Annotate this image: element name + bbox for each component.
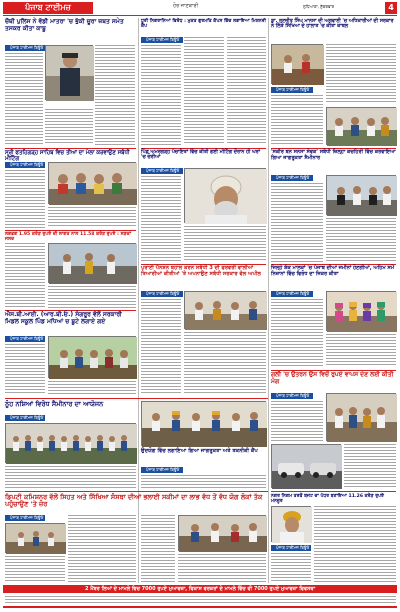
page-number: 4	[385, 2, 397, 14]
section-rule	[5, 398, 268, 399]
headline-a15: ਨਗਰ ਨਿਗਮ ਤਰਫੋਂ ਬਜਟ ਦਾ ਪੱਧਰ ਬਣਾਇਆ 11.26 ਕਰੋੜ ਰੁਪਏ ਮਨਜ਼ੂਰ	[271, 494, 385, 505]
article-body	[271, 553, 311, 582]
article-body	[271, 95, 323, 145]
section-title: ਪੰਜਾਬ ਟਾਈਮਜ਼	[3, 2, 93, 14]
headline-a12: ਨੂੰਹ ਨਸ਼ਿਆਂ ਵਿਰੋਧ ਸੈਮੀਨਾਰ ਦਾ ਆਯੋਜਨ	[5, 400, 104, 408]
photo-court-seminar	[326, 175, 396, 215]
byline-a8: ਪੰਜਾਬ ਟਾਈਮਜ਼ ਬਿਊਰੋ	[141, 291, 183, 297]
article-body	[95, 45, 135, 145]
article-body	[141, 475, 266, 489]
photo-students	[326, 107, 396, 145]
byline-a13: ਪੰਜਾਬ ਟਾਈਮਜ਼ ਬਿਊਰੋ	[141, 467, 183, 473]
article-body	[141, 45, 181, 145]
article-body	[184, 37, 224, 145]
article-body	[271, 401, 323, 441]
byline-a14: ਪੰਜਾਬ ਟਾਈਮਜ਼ ਬਿਊਰੋ	[5, 515, 45, 521]
photo-officials	[178, 515, 266, 551]
masthead	[3, 2, 397, 14]
byline-a15: ਪੰਜਾਬ ਟਾਈਮਜ਼ ਬਿਊਰੋ	[271, 545, 311, 551]
article-body	[45, 109, 93, 145]
headline-a2: ਧੂਰੀ ਨਿਗਰਾਨਿਆਂ ਵਿਰੋਧ : ਮੁਕਤ ਗੁਰਮਤਿ ਕੈਂਪਸ ਵਿੱਚ ਲਗਾਇਆ ਮਿਸ਼ਨਰੀ ਕੈਂਪ	[141, 19, 266, 30]
article-body	[227, 37, 266, 145]
photo-cars	[271, 444, 341, 488]
headline-a10: ਐਸ.ਬੀ.ਆਈ. (ਆਰ.ਬੀ.ਓ.) ਸੰਗਰੂਰ ਵੱਲੋਂ ਸਰਕਾਰੀ ਮਿਡਲ ਸਕੂਲ ਪਿੰਡ ਮਧਿਆਂ ਚ ਬੂਟੇ ਲਗਾਏ ਗਏ	[5, 311, 122, 325]
article-body	[141, 176, 181, 262]
headline-a6: 'ਸਕੀਰ ਬਨ ਸਨਸਾ ਸੇਵਕ' ਸਬੰਧੀ ਜ਼ਿਲ੍ਹਾ ਕਚਹਿਰੀ ਵਿੱਚ ਕਰਵਾਇਆ ਗਿਆ ਜਾਗਰੂਕਤਾ ਸੈਮੀਨਾਰ	[271, 149, 396, 161]
article-body	[271, 299, 323, 367]
article-body	[344, 444, 396, 488]
article-body	[141, 299, 181, 395]
photo-seminar	[5, 423, 136, 463]
photo-dignitaries	[141, 401, 266, 446]
article-body	[68, 515, 136, 582]
article-body	[184, 226, 266, 262]
section-rule	[5, 491, 268, 492]
byline-a11: ਪੰਜਾਬ ਟਾਈਮਜ਼ ਬਿਊਰੋ	[271, 393, 313, 399]
date-line: ਲੁਧਿਆਣਾ, ਸ਼ੁੱਕਰਵਾਰ	[303, 4, 335, 9]
section-rule	[5, 148, 136, 149]
photo-education-event	[271, 44, 323, 84]
headline-a1: ਚੌਥੀ ਪੁਲਿਸ ਨੇ ਵੱਡੀ ਮਾਤਰਾ 'ਚ ਭੁੱਕੀ ਚੂਰਾ ਜ਼ਬਤ ਸਮੇਤ ਤਸਕਰ ਕੀਤਾ ਕਾਬੂ	[5, 18, 124, 32]
photo-meeting	[48, 162, 136, 204]
section-rule	[5, 230, 136, 231]
byline-a10: ਪੰਜਾਬ ਟਾਈਮਜ਼ ਬਿਊਰੋ	[5, 336, 45, 342]
byline-a2: ਪੰਜਾਬ ਟਾਈਮਜ਼ ਬਿਊਰੋ	[141, 37, 183, 43]
article-body	[271, 183, 323, 263]
article-body	[184, 332, 266, 395]
photo-road-work	[48, 243, 136, 283]
headline-a13: ਉਦਯੋਗ ਵਿੱਚ ਲਗਾਇਆ ਗਿਆ ਜਾਗਰੂਕਤਾ ਅਤੇ ਤਕਨੀਕੀ ਕੈਂਪ	[141, 448, 258, 454]
photo-official-portrait	[271, 506, 311, 542]
article-body	[141, 515, 175, 582]
bottom-banner: 2 ਮੈਂਬਰ ਲਿਆਂ ਦੇ ਮਾਮਲੇ ਵਿਚ 7000 ਰੁਪਏ ਮੁਆਵਜ਼ਾ, ਵਿਕਾਸ ਵਰਕਰਾਂ ਦੇ ਮਾਮਲੇ ਵਿੱਚ ਵੀ 7000 ਰੁਪਏ ਮੁਆਵਜ਼ਾ ਵਿਵਸਥਾ	[3, 585, 397, 593]
article-body	[178, 554, 266, 582]
article-body	[48, 286, 136, 308]
photo-rally	[326, 393, 396, 441]
article-body	[5, 170, 45, 228]
article-body	[326, 218, 396, 263]
headline-a9: ਜਿਲ੍ਹੇ ਸ਼ੱਕ ਮਾਲਕਾਂ 'ਚ ਪੰਜਾਬ ਦੀਆਂ ਜਮੀਨਾਂ ਹੋਣਗੀਆਂ, ਅਹਿਮ ਸਮੇਂ ਨਿਜ਼ਾਨਾਂ ਵਿੱਚ ਵਿਰੋਧ ਦਾ ਜਿਕਰ ਕੀਤਾ	[271, 265, 395, 277]
masthead-rule	[3, 15, 397, 16]
byline-a9: ਪੰਜਾਬ ਟਾਈਮਜ਼ ਬਿਊਰੋ	[271, 291, 313, 297]
headline-a4: ਸ੍ਰੀ ਫਤਹਿਗੜ੍ਹ ਸਾਹਿਬ ਵਿਚ ਤੀਆਂ ਦਾ ਮੇਲਾ ਕਰਵਾਉਣ ਸਬੰਧੀ ਮੀਟਿੰਗ	[5, 150, 130, 163]
photo-women-protest	[326, 291, 396, 331]
byline-a3: ਪੰਜਾਬ ਟਾਈਮਜ਼ ਬਿਊਰੋ	[271, 87, 313, 93]
article-body	[314, 506, 396, 582]
byline-a5: ਪੰਜਾਬ ਟਾਈਮਜ਼ ਬਿਊਰੋ	[141, 168, 183, 174]
column-divider	[268, 18, 269, 583]
article-body	[48, 381, 136, 395]
article-body	[326, 44, 396, 104]
photo-police-officer	[45, 45, 93, 100]
photo-tree-planting	[48, 336, 136, 378]
byline-a1: ਪੰਜਾਬ ਟਾਈਮਜ਼ ਬਿਊਰੋ	[5, 45, 50, 51]
article-body	[5, 466, 136, 488]
byline-a4: ਪੰਜਾਬ ਟਾਈਮਜ਼ ਬਿਊਰੋ	[5, 162, 45, 168]
section-rule	[271, 491, 396, 492]
headline-a3: ਡਾ. ਰਣਜੀਤ ਸਿੰਘ ਮਾਨਸਾ ਦੀ ਅਗਵਾਈ 'ਚ ਅਧਿਕਾਰੀਆਂ ਦੀ ਸਰਕਾਰ ਨੇ ਲਿੱਤੇ ਸਿੱਖਿਆ ਦੇ ਹਾਲਾਤ 'ਚ ਕੀਤਾ ਕਾਬਲ	[271, 19, 394, 30]
article-body	[5, 243, 45, 308]
footer-rule	[3, 606, 397, 608]
article-body	[48, 207, 136, 228]
newspaper-name: ਹੋਰ ਜਾਣਕਾਰੀ	[173, 3, 199, 9]
article-body	[5, 344, 45, 394]
headline-a11: ਗਲੀ 'ਚ ਉਤਰਨ ਉਸ ਵਿਚੋਂ ਰੁਪਏ ਵਾਪਸ ਦੇਣ ਲਈ ਕੀਤੀ ਮੰਗ	[271, 371, 394, 385]
photo-pension-meeting	[184, 291, 266, 329]
photo-portrait-turban	[184, 168, 266, 223]
section-rule	[141, 148, 266, 149]
headline-a7: ਲਗਭਗ 1.95 ਕਰੋੜ ਰੁਪਏ ਦੀ ਲਾਗਤ ਨਾਲ 11.58 ਕਰੋੜ ਰੁਪਏ : ਸੜਕਾਂ ਜਲਦ	[5, 232, 132, 243]
headline-a14: ਡਿਪਟੀ ਕਮਿਸ਼ਨਰ ਵੱਲੋਂ ਸਿਹਤ ਅਤੇ ਸਿੱਖਿਆ ਸੰਸਥਾ ਦੀਆਂ ਭਲਾਈ ਸਕੀਮਾਂ ਦਾ ਲਾਭ ਵੱਧ ਤੋਂ ਵੱਧ ਯੋਗ ਲੋਕਾਂ ਤੱਕ ਪਹੁੰਚਾਉਣ 'ਤੇ ਜ਼ੋਰ	[5, 493, 263, 509]
byline-a12: ਪੰਜਾਬ ਟਾਈਮਜ਼ ਬਿਊਰੋ	[5, 415, 45, 421]
article-body	[5, 596, 396, 604]
article-body	[5, 556, 65, 582]
headline-a5: ਪਿੰਡ ਅਮਰਗੜ੍ਹ ਪੰਚਾਇਤਾਂ ਵਿੱਚ ਕੀਤੀ ਗਈ ਮੀਟਿੰਗ ਦੌਰਾਨ ਹੀ ਘਰਾਂ 'ਚ ਚੋਰੀਆਂ	[141, 150, 260, 161]
byline-a6: ਪੰਜਾਬ ਟਾਈਮਜ਼ ਬਿਊਰੋ	[271, 175, 313, 181]
photo-dc-meeting	[5, 523, 65, 553]
headline-a8: ਪੁਰਾਣੀ ਪੈਨਸ਼ਨ ਬਹਾਲ ਕਰਨ ਸਬੰਧੀ 3 ਦੀ ਫਰਵਰੀ ਵਾਲੀਆਂ ਤਿਆਰੀਆਂ ਕੀਤੀਆਂ 'ਤੇ ਅਪਨਾਉਣ ਸਬੰਧੀ ਸਰਕਾਰ ਵੱਲ ਅਪੀਲ	[141, 265, 261, 277]
article-body	[5, 53, 43, 145]
photo-caption	[45, 101, 93, 107]
article-body	[326, 334, 396, 367]
